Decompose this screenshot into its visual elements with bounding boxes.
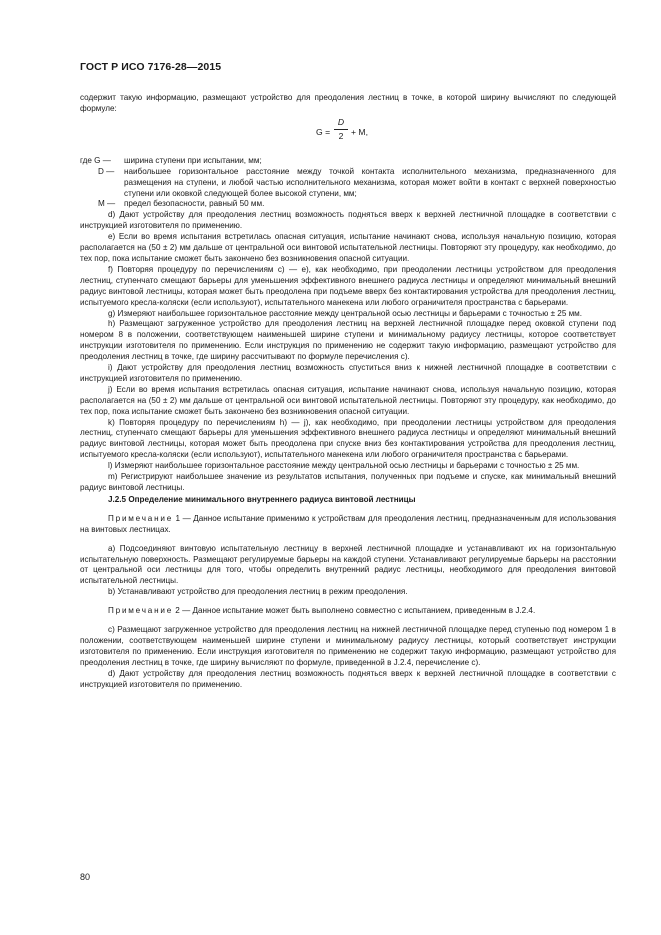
definition-lead: где G — xyxy=(80,155,111,165)
formula-numerator: D xyxy=(337,116,345,127)
definition-m xyxy=(80,199,616,210)
formula-rest: + M, xyxy=(351,126,368,137)
formula-lhs: G = xyxy=(316,126,331,137)
definition-text: наибольшее горизонтальное расстояние между точкой контакта исполнительного механизма, предназначенного для размещения на ступени, и любой частью исполнительного механизма, которая может войти в контакт с верхней поверхностью ступени или оковкой следующей более высокой ступени, мм; xyxy=(124,166,616,198)
intro-paragraph: содержит такую информацию, размещают устройство для преодоления лестниц в точке, в которой ширину вычисляют по следующей формуле: xyxy=(80,93,616,113)
document-header: ГОСТ Р ИСО 7176-28—2015 xyxy=(80,61,222,73)
section-heading: J.2.5 Определение минимального внутреннего радиуса винтовой лестницы xyxy=(108,494,416,504)
note-text: 2 — Данное испытание может быть выполнено совместно с испытанием, приведенным в J.2.4. xyxy=(175,606,536,616)
paragraph-g: g) Измеряют наибольшее горизонтальное расстояние между центральной осью лестницы и барьерами с точностью ± 25 мм. xyxy=(108,308,583,318)
paragraph-l: l) Измеряют наибольшее горизонтальное расстояние между центральной осью лестницы и барьерами с точностью ± 25 мм. xyxy=(108,461,580,471)
paragraph-k: k) Повторяя процедуру по перечислениям h) — j), как необходимо, при преодолении лестницы устройством для преодоления лестниц, ступенчато смещают барьеры для уменьшения эффективного внешнего радиуса лестницы и определяют минимальный внешний радиус винтовой лестницы, которая может быть преодолена при спуске вниз без контактирования устройства для преодоления лестниц, испытуемого кресла-коляски (если используют), испытательного манекена или любого ограничителя пространства с барьерами. xyxy=(80,417,616,460)
definition-g xyxy=(80,156,616,167)
note-2 xyxy=(80,606,616,617)
paragraph-i: i) Дают устройству для преодоления лестниц возможность спуститься вниз к нижней лестничной площадке в соответствии с инструкцией изготовителя по применению. xyxy=(80,363,616,383)
paragraph-f: f) Повторяя процедуру по перечислениям с) — е), как необходимо, при преодолении лестницы устройством для преодоления лестниц, ступенчато смещают барьеры для уменьшения эффективного внешнего радиуса лестницы и определяют минимальный внешний радиус винтовой лестницы, которая может быть преодолена при подъеме вверх без контактирования устройства для преодоления лестниц, испытуемого кресла-коляски (если используют), испытательного манекена или любого ограничителя пространства с барьерами. xyxy=(80,264,616,307)
formula-definitions xyxy=(80,156,616,211)
paragraph-h: h) Размещают загруженное устройство для преодоления лестниц на верхней лестничной площадке перед оковкой ступени под номером 8 в положении, соответствующем наименьшей ширине ступени и минимальному радиусу лестницы, которое соответствует инструкции изготовителя по применению. Если инструкция по применению не содержит такую информацию, размещают устройство для преодоления лестниц в точке, где ширину рассчитывают по формуле перечисления с). xyxy=(80,319,616,362)
paragraph-b: b) Устанавливают устройство для преодоления лестниц в режим преодоления. xyxy=(108,587,408,597)
fraction-bar xyxy=(334,129,348,130)
formula-denominator: 2 xyxy=(338,130,344,141)
note-text: 1 — Данное испытание применимо к устройствам для преодоления лестниц, предназначенным для использования на винтовых лестницах. xyxy=(80,513,617,534)
definition-d xyxy=(80,167,616,200)
paragraph-c: c) Размещают загруженное устройство для преодоления лестниц на нижней лестничной площадке перед ступенью под номером 1 в положении, соответствующем наименьшей ширине ступени и минимальному радиусу лестницы, который соответствует инструкции изготовителя по применению. Если инструкция изготовителя по применению не содержит такую информацию, размещают устройство для преодоления лестниц в точке, где ширину вычисляют по формуле, приведенной в J.2.4, перечисление с). xyxy=(80,625,616,667)
paragraph-d-2: d) Дают устройству для преодоления лестниц возможность подняться вверх к верхней лестничной площадке в соответствии с инструкцией изготовителя по применению. xyxy=(80,668,616,689)
paragraph-a: a) Подсоединяют винтовую испытательную лестницу в верхней лестничной площадке и устанавливают их на горизонтальную испытательную поверхность. Размещают регулируемые барьеры на каждой ступени. Устанавливают регулируемые барьеры на расстоянии от центральной оси лестницы для того, чтобы определить внутренний радиус лестницы, необходимого для преодоления винтовой испытательной лестницы. xyxy=(80,543,616,586)
formula-fraction xyxy=(334,117,348,142)
page-number: 80 xyxy=(80,872,91,882)
paragraph-m: m) Регистрируют наибольшее значение из результатов испытания, полученных при подъеме и спуске, как минимальный внешний радиус винтовой лестницы. xyxy=(80,472,616,492)
definition-text: ширина ступени при испытании, мм; xyxy=(124,155,262,165)
width-formula xyxy=(80,117,616,151)
document-body xyxy=(80,93,616,691)
note-label: Примечание xyxy=(108,513,174,523)
paragraph-j: j) Если во время испытания встретилась опасная ситуация, испытание начинают снова, используя начальную позицию, которая располагается на (50 ± 2) мм дальше от центральной оси винтовой испытательной лестницы. Повторяют эту процедуру, как необходимо, до тех пор, пока испытание сможет быть закончено без возникновения опасной ситуации. xyxy=(80,384,616,416)
definition-lead: D — xyxy=(98,166,115,176)
note-1 xyxy=(80,514,616,536)
paragraph-e: e) Если во время испытания встретилась опасная ситуация, испытание начинают снова, используя начальную позицию, которая располагается на (50 ± 2) мм дальше от центральной оси винтовой испытательной лестницы. Повторяют эту процедуру, как необходимо, до тех пор, пока испытание сможет быть закончено без возникновения опасной ситуации. xyxy=(80,232,616,263)
definition-lead: M — xyxy=(98,199,116,209)
definition-text: предел безопасности, равный 50 мм. xyxy=(124,199,265,209)
paragraph-d: d) Дают устройству для преодоления лестниц возможность подняться вверх к верхней лестничной площадке в соответствии с инструкцией изготовителя по применению. xyxy=(80,210,616,231)
note-label: Примечание xyxy=(108,606,174,616)
